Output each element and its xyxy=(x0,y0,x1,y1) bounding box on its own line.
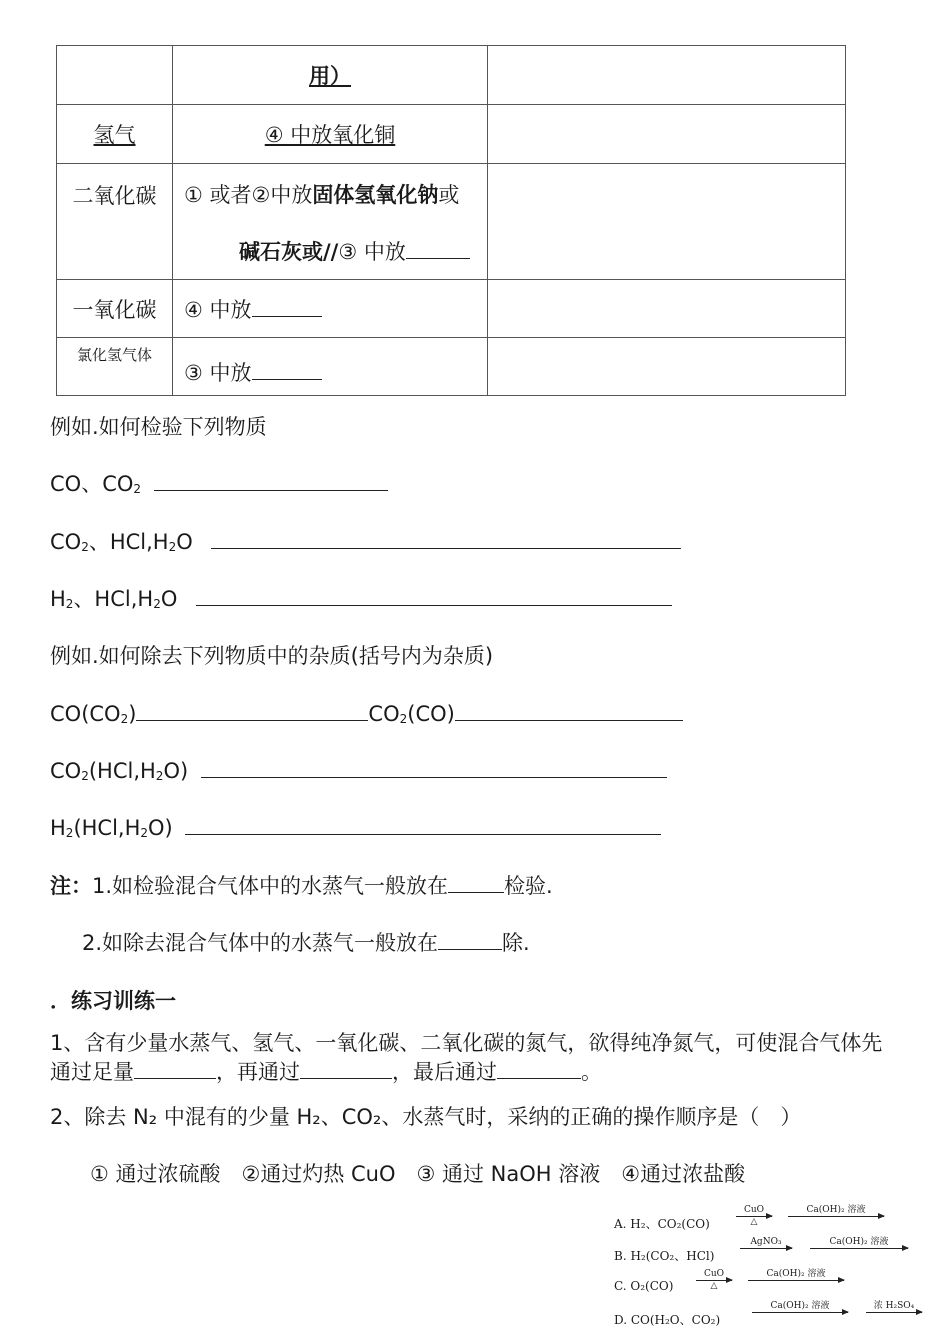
table-cell xyxy=(173,105,488,164)
table-cell xyxy=(488,164,846,280)
note-1 xyxy=(50,871,553,901)
answer-blank[interactable] xyxy=(201,757,667,778)
cell-text: ④ 中放 xyxy=(184,297,252,322)
check-heading: 例如.如何检验下列物质 xyxy=(50,415,267,439)
arrow-label: CuO xyxy=(703,1269,725,1279)
remove-item: $H_2(HCl,H_2O)$ xyxy=(50,813,661,848)
answer-blank[interactable] xyxy=(154,470,388,491)
answer-blank[interactable] xyxy=(252,296,322,317)
reaction-arrow xyxy=(696,1269,732,1289)
table-row xyxy=(57,46,846,105)
gas-name: 氢气 xyxy=(93,123,136,147)
cell-text: ④ 中放氧化铜 xyxy=(264,123,396,147)
reaction-arrow xyxy=(736,1205,772,1225)
answer-blank[interactable] xyxy=(136,700,368,721)
formula: CO xyxy=(50,530,82,554)
table-cell xyxy=(488,46,846,105)
table-row xyxy=(57,338,846,396)
answer-blank[interactable] xyxy=(196,585,672,606)
remove-item: $CO(CO_2)$ $CO_2(CO)$ xyxy=(50,699,683,734)
question-text: ，再通过 xyxy=(216,1060,300,1084)
answer-blank[interactable] xyxy=(252,359,322,380)
formula: CO、CO xyxy=(50,472,134,496)
arrow-label: Ca(OH)₂ 溶液 xyxy=(806,1205,866,1215)
cell-text-bold: 固体氢氧化钠 xyxy=(312,183,439,207)
formula: 、HCl,H xyxy=(73,587,154,611)
table-cell xyxy=(173,280,488,338)
formula: H xyxy=(50,587,66,611)
formula: O xyxy=(160,587,178,611)
reaction-arrow xyxy=(810,1237,908,1257)
table-cell xyxy=(57,338,173,396)
table-cell xyxy=(488,338,846,396)
cell-text: ③ 中放 xyxy=(338,240,406,264)
reaction-arrow xyxy=(788,1205,884,1225)
question-1 xyxy=(50,1029,895,1087)
option-d[interactable] xyxy=(610,1301,930,1333)
answer-blank[interactable] xyxy=(211,528,681,549)
reaction-arrow xyxy=(866,1301,922,1321)
note-text: 2.如除去混合气体中的水蒸气一般放在 xyxy=(82,931,439,955)
option-formula: A. H₂、CO₂(CO) xyxy=(614,1217,710,1231)
note-label: 注： xyxy=(50,874,92,898)
formula: 、HCl,H xyxy=(88,530,169,554)
cell-text-bold: 碱石灰或// xyxy=(239,240,339,264)
answer-blank[interactable] xyxy=(300,1058,392,1079)
note-text: 除. xyxy=(502,931,530,955)
answer-blank[interactable] xyxy=(448,872,504,893)
table-cell xyxy=(488,105,846,164)
cell-text: ① 或者②中放 xyxy=(184,183,313,207)
arrow-label: CuO xyxy=(743,1205,765,1215)
gas-name: 一氧化碳 xyxy=(72,297,157,322)
table-cell xyxy=(57,280,173,338)
practice-title: ．练习训练一 xyxy=(50,989,176,1013)
remove-heading: 例如.如何除去下列物质中的杂质(括号内为杂质) xyxy=(50,644,494,668)
table-cell xyxy=(57,105,173,164)
table-cell xyxy=(57,164,173,280)
formula: O xyxy=(176,530,193,554)
option-c[interactable] xyxy=(610,1269,930,1301)
arrow-label: Ca(OH)₂ 溶液 xyxy=(766,1269,826,1279)
remove-item: $CO_2(HCl,H_2O)$ xyxy=(50,756,667,791)
check-item: $CO_2$、$HCl,H_2O$ xyxy=(50,527,681,562)
table-cell xyxy=(173,46,488,105)
arrow-label: AgNO₃ xyxy=(750,1237,782,1247)
note-text: 检验. xyxy=(504,874,553,898)
answer-blank[interactable] xyxy=(406,238,470,259)
option-formula: D. CO(H₂O、CO₂) xyxy=(614,1313,721,1327)
table-row xyxy=(57,280,846,338)
check-item: CO、$CO_2$ xyxy=(50,469,388,504)
option-formula: C. O₂(CO) xyxy=(614,1279,674,1293)
table-cell xyxy=(173,338,488,396)
option-formula: B. H₂(CO₂、HCl) xyxy=(614,1249,715,1263)
arrow-label: 浓 H₂SO₄ xyxy=(873,1301,915,1311)
answer-blank[interactable] xyxy=(455,700,683,721)
answer-blank[interactable] xyxy=(134,1058,216,1079)
arrow-label: Ca(OH)₂ 溶液 xyxy=(829,1237,889,1247)
table-cell xyxy=(173,164,488,280)
answer-blank[interactable] xyxy=(185,814,661,835)
gas-method-table xyxy=(56,45,846,396)
cell-text: 用） xyxy=(309,64,351,88)
answer-blank[interactable] xyxy=(438,929,502,950)
option-b[interactable] xyxy=(610,1237,930,1269)
check-item: $H_2$、$HCl,H_2O$ xyxy=(50,584,672,619)
question-text: ，最后通过 xyxy=(392,1060,497,1084)
operation-steps: ① 通过浓硫酸 ②通过灼热 CuO ③ 通过 NaOH 溶液 ④通过浓盐酸 xyxy=(90,1162,746,1186)
reaction-arrow xyxy=(752,1301,848,1321)
question-text: 。 xyxy=(581,1060,602,1084)
answer-options xyxy=(610,1205,930,1333)
arrow-condition: △ xyxy=(750,1217,758,1227)
question-2: 2、除去 N₂ 中混有的少量 H₂、CO₂、水蒸气时，采纳的正确的操作顺序是（ ） xyxy=(50,1105,802,1129)
cell-text: ③ 中放 xyxy=(184,360,252,385)
arrow-label: Ca(OH)₂ 溶液 xyxy=(770,1301,830,1311)
cell-text: 或 xyxy=(438,183,460,207)
note-2 xyxy=(82,928,530,958)
arrow-condition: △ xyxy=(710,1281,718,1291)
question-text: 1、含有少量水蒸气、氢气、一氧化碳、二氧化碳的氮气，欲得纯净氮气，可使混合气体先通过足量 xyxy=(50,1031,883,1084)
option-a[interactable] xyxy=(610,1205,930,1237)
note-text: 1.如检验混合气体中的水蒸气一般放在 xyxy=(92,874,449,898)
table-row xyxy=(57,105,846,164)
table-row xyxy=(57,164,846,280)
answer-blank[interactable] xyxy=(497,1058,581,1079)
gas-name: 氯化氢气体 xyxy=(76,346,152,364)
table-cell xyxy=(488,280,846,338)
table-cell xyxy=(57,46,173,105)
reaction-arrow xyxy=(740,1237,792,1257)
reaction-arrow xyxy=(748,1269,844,1289)
gas-name: 二氧化碳 xyxy=(72,184,157,208)
